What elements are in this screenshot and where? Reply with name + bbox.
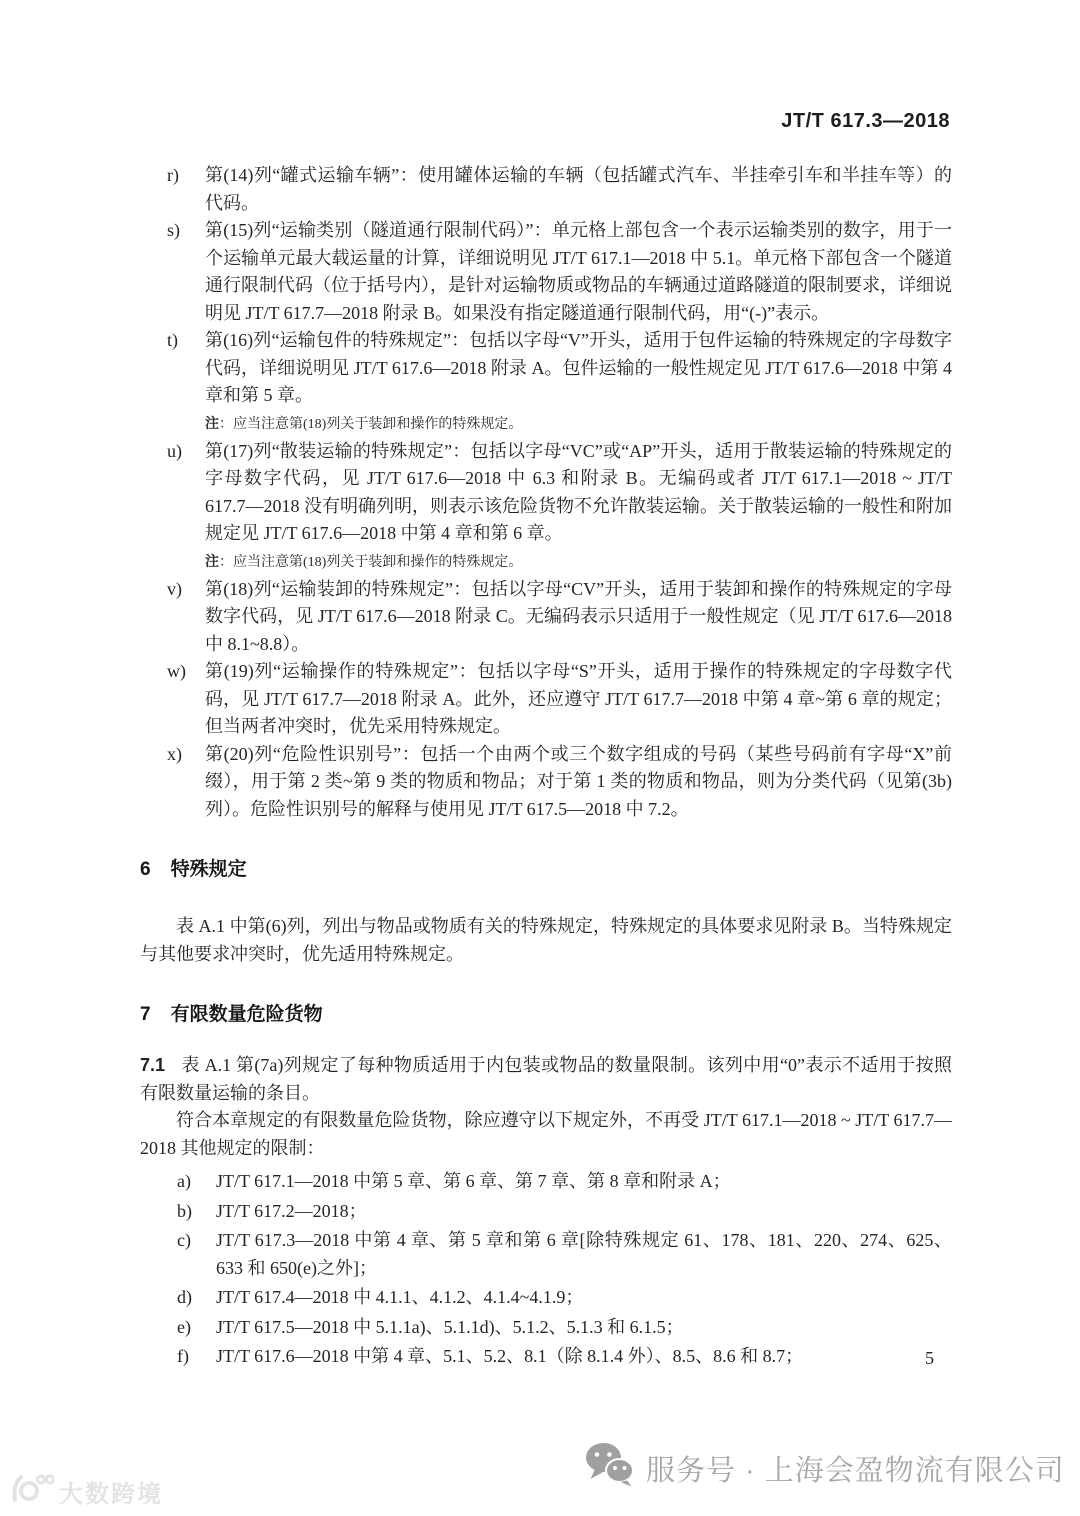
- sub-item-label: c): [177, 1230, 191, 1250]
- list-item: [140, 162, 952, 217]
- sub-item-text: JT/T 617.2—2018；: [216, 1200, 367, 1221]
- sub-list-item: [140, 1314, 952, 1342]
- footer-watermark: [8, 1470, 163, 1513]
- list-item-label: w): [167, 661, 186, 681]
- clause-text: 表 A.1 第(7a)列规定了每种物质适用于内包装或物品的数量限制。该列中用“0”表示不适用于按照有限数量运输的条目。: [140, 1055, 952, 1103]
- list-item: [140, 217, 952, 327]
- wechat-icon: [584, 1441, 634, 1495]
- sub-list-item: [140, 1168, 952, 1196]
- sub-item-label: e): [177, 1316, 191, 1337]
- list-item-text: 第(20)列“危险性识别号”：包括一个由两个或三个数字组成的号码（某些号码前有字母“X”前缀），用于第 2 类~第 9 类的物质和物品；对于第 1 类的物质和物品，则为分类代码（见第(3b)列）。危险性识别号的解释与使用见 JT/T 617.5—2018 中 7.2。: [205, 743, 952, 819]
- sub-item-text: JT/T 617.3—2018 中第 4 章、第 5 章和第 6 章[除特殊规定 61、178、181、220、274、625、633 和 650(e)之外]；: [216, 1230, 952, 1278]
- footer-service-label: 服务号 · 上海会盈物流有限公司: [646, 1454, 1065, 1487]
- section-7-heading: [140, 1002, 952, 1028]
- note-label: 注: [205, 414, 219, 431]
- list-item-text: 第(18)列“运输装卸的特殊规定”：包括以字母“CV”开头，适用于装卸和操作的特殊规定的字母数字代码，见 JT/T 617.6—2018 附录 C。无编码表示只适用于一般性规定（见 JT/T 617.6—2018 中 8.1~8.8）。: [205, 578, 952, 654]
- page-content: [140, 162, 952, 1371]
- list-item: [140, 576, 952, 659]
- page-number: 5: [925, 1348, 934, 1368]
- sub-list-item: [140, 1284, 952, 1312]
- sub-item-label: d): [177, 1287, 192, 1307]
- clause-7-1: [140, 1052, 952, 1107]
- sub-list-item: [140, 1198, 952, 1226]
- sub-item-text: JT/T 617.4—2018 中 4.1.1、4.1.2、4.1.4~4.1.9；: [216, 1287, 584, 1307]
- sub-item-label: f): [177, 1346, 189, 1366]
- list-item-label: v): [167, 578, 182, 599]
- section-6-heading: [140, 857, 952, 883]
- sub-item-text: JT/T 617.5—2018 中 5.1.1a)、5.1.1d)、5.1.2、5.1.3 和 6.1.5；: [216, 1316, 684, 1337]
- note-text: ：应当注意第(18)列关于装卸和操作的特殊规定。: [219, 416, 523, 432]
- section-number: 7: [140, 1004, 151, 1025]
- list-item-label: s): [167, 220, 180, 240]
- list-item-label: x): [167, 743, 182, 764]
- sub-item-label: a): [177, 1171, 191, 1191]
- sub-list-item: [140, 1343, 952, 1371]
- list-item: [140, 658, 952, 741]
- list-item-text: 第(14)列“罐式运输车辆”：使用罐体运输的车辆（包括罐式汽车、半挂牵引车和半挂车等）的代码。: [205, 165, 952, 213]
- section-7-paragraph: 符合本章规定的有限数量危险货物，除应遵守以下规定外，不再受 JT/T 617.1—2018 ~ JT/T 617.7—2018 其他规定的限制：: [140, 1110, 952, 1158]
- list-item-label: r): [167, 165, 179, 185]
- list-item: [140, 741, 952, 824]
- list-item-text: 第(17)列“散装运输的特殊规定”：包括以字母“VC”或“AP”开头，适用于散装运输的特殊规定的字母数字代码，见 JT/T 617.6—2018 中 6.3 和附录 B。无编码或者 JT/T 617.1—2018 ~ JT/T 617.7—2018 没有明确列明，则表示该危险货物不允许散装运输。关于散装运输的一般性和附加规定见 JT/T 617.6—2018 中第 4 章和第 6 章。: [205, 440, 952, 543]
- sub-list: [140, 1168, 952, 1371]
- sub-item-text: JT/T 617.1—2018 中第 5 章、第 6 章、第 7 章、第 8 章和附录 A；: [216, 1171, 731, 1191]
- sub-item-label: b): [177, 1200, 192, 1221]
- list-item-text: 第(15)列“运输类别（隧道通行限制代码）”：单元格上部包含一个表示运输类别的数字，用于一个运输单元最大载运量的计算，详细说明见 JT/T 617.1—2018 中 5.1。单元格下部包含一个隧道通行限制代码（位于括号内），是针对运输物质或物品的车辆通过道路隧道的限制要求，详细说明见 JT/T 617.7—2018 附录 B。如果没有指定隧道通行限制代码，用“(-)”表示。: [205, 220, 952, 323]
- list-item: [140, 327, 952, 438]
- list-item: [140, 438, 952, 576]
- section-number: 6: [140, 859, 151, 880]
- footer-service-account: [584, 1441, 1065, 1495]
- clause-number: 7.1: [140, 1055, 166, 1075]
- item-note: [205, 410, 952, 438]
- note-label: 注: [205, 552, 219, 569]
- sub-item-text: JT/T 617.6—2018 中第 4 章、5.1、5.2、8.1（除 8.1.4 外）、8.5、8.6 和 8.7；: [216, 1346, 804, 1366]
- watermark-label: 大数跨境: [59, 1481, 163, 1508]
- standard-code-header: JT/T 617.3—2018: [781, 110, 950, 132]
- section-title: 特殊规定: [170, 859, 247, 880]
- item-note: [205, 548, 952, 576]
- section-title: 有限数量危险货物: [170, 1004, 323, 1025]
- list-item-text: 第(19)列“运输操作的特殊规定”：包括以字母“S”开头，适用于操作的特殊规定的字母数字代码，见 JT/T 617.7—2018 附录 A。此外，还应遵守 JT/T 617.7—2018 中第 4 章~第 6 章的规定；但当两者冲突时，优先采用特殊规定。: [205, 661, 952, 736]
- note-text: ：应当注意第(18)列关于装卸和操作的特殊规定。: [219, 554, 523, 570]
- list-item-text: 第(16)列“运输包件的特殊规定”：包括以字母“V”开头，适用于包件运输的特殊规定的字母数字代码，详细说明见 JT/T 617.6—2018 附录 A。包件运输的一般性规定见 JT/T 617.6—2018 中第 4 章和第 5 章。: [205, 330, 952, 405]
- list-item-label: t): [167, 330, 178, 350]
- list-item-label: u): [167, 440, 182, 461]
- watermark-logo-icon: [8, 1470, 54, 1513]
- section-6-paragraph: 表 A.1 中第(6)列，列出与物品或物质有关的特殊规定，特殊规定的具体要求见附录 B。当特殊规定与其他要求冲突时，优先适用特殊规定。: [140, 916, 952, 964]
- sub-list-item: [140, 1227, 952, 1282]
